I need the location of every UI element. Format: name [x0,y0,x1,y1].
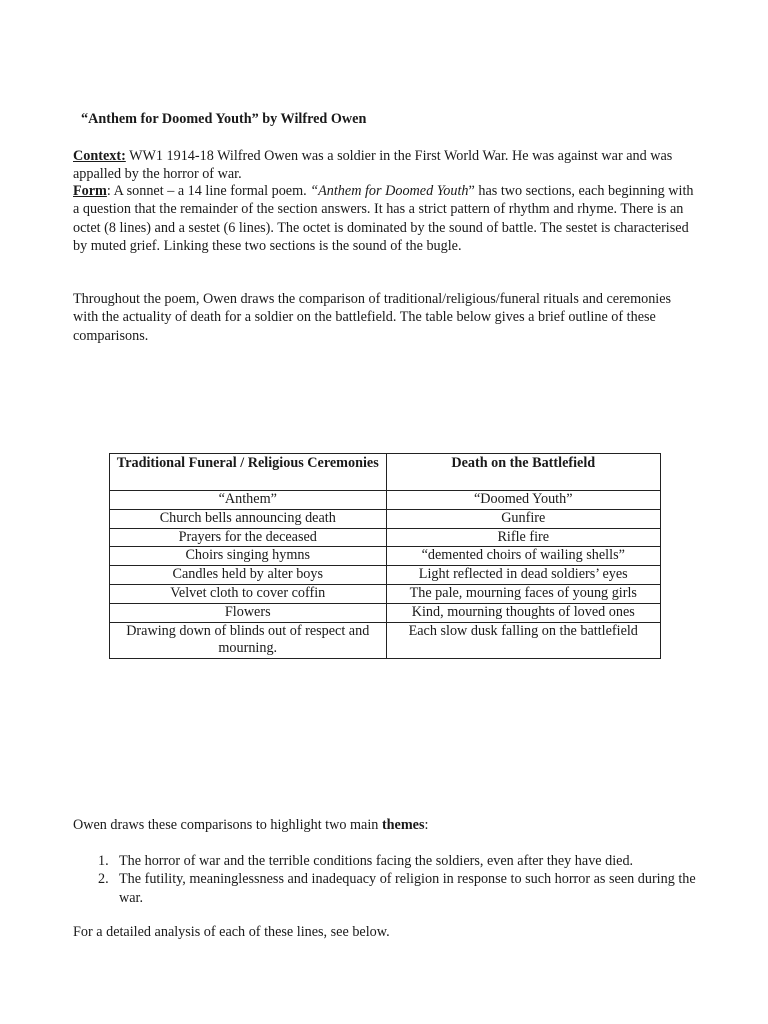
context-text: WW1 1914-18 Wilfred Owen was a soldier in the First World War. He was against war and was appalled by the horror of war. [73,148,673,183]
table-cell: Candles held by alter boys [110,566,387,585]
closing-paragraph: For a detailed analysis of each of these lines, see below. [73,924,390,940]
themes-intro-bold: themes [381,817,425,833]
form-text-2: ” has two sections, each beginning with a question that the remainder of the section answers. It has a strict pattern of rhythm and rhyme. There is an octet (8 lines) and a sestet (6 lines). The octet is dominated by the sound of battle. The sestet is characterised by muted grief. Linking these two sections is the sound of the bugle. [73,183,694,255]
context-label: Context: [73,148,126,164]
table-cell: “demented choirs of wailing shells” [386,547,661,566]
comparison-table [109,453,661,659]
table-cell: Church bells announcing death [110,509,387,528]
table-cell: Light reflected in dead soldiers’ eyes [386,566,661,585]
themes-intro [73,816,698,834]
table-cell: Gunfire [386,509,661,528]
list-item-text: The horror of war and the terrible conditions facing the soldiers, even after they have died. [119,853,634,869]
list-item [73,852,713,870]
themes-list [73,852,713,907]
table-header-row [110,454,661,491]
table-cell: Choirs singing hymns [110,547,387,566]
table-row [110,622,661,659]
document-title: “Anthem for Doomed Youth” by Wilfred Owen [81,111,367,127]
table-row [110,584,661,603]
table-cell: “Anthem” [110,491,387,510]
list-item-text: The futility, meaninglessness and inadequacy of religion in response to such horror as seen during the war. [119,871,696,906]
table-cell: Rifle fire [386,528,661,547]
table-cell: Flowers [110,603,387,622]
table-cell: Velvet cloth to cover coffin [110,584,387,603]
table-row [110,509,661,528]
table-header-battlefield: Death on the Battlefield [386,454,661,491]
table-header-traditional: Traditional Funeral / Religious Ceremonies [110,454,387,491]
table-row [110,603,661,622]
list-item-number: 2. [98,871,109,888]
list-item [73,870,713,907]
table-cell: Kind, mourning thoughts of loved ones [386,603,661,622]
table-cell: “Doomed Youth” [386,491,661,510]
form-paragraph [73,182,698,256]
list-item-number: 1. [98,853,109,869]
table-row [110,528,661,547]
table-cell: Each slow dusk falling on the battlefield [386,622,661,659]
table-row [110,566,661,585]
table-cell: The pale, mourning faces of young girls [386,584,661,603]
form-label: Form [73,183,107,199]
table-cell: Drawing down of blinds out of respect and mourning. [110,622,387,659]
table-row [110,547,661,566]
table-cell: Prayers for the deceased [110,528,387,547]
themes-intro-end: : [424,817,429,833]
context-paragraph [73,147,698,184]
throughout-paragraph: Throughout the poem, Owen draws the comparison of traditional/religious/funeral rituals and ceremonies with the actuality of death for a soldier on the battlefield. The table below gives a brief outline of these comparisons. [73,291,672,344]
form-text-1: : A sonnet – a 14 line formal poem. [106,183,311,199]
themes-intro-text: Owen draws these comparisons to highlight two main [73,817,382,833]
form-poem-title: “Anthem for Doomed Youth [310,183,469,199]
table-row [110,491,661,510]
